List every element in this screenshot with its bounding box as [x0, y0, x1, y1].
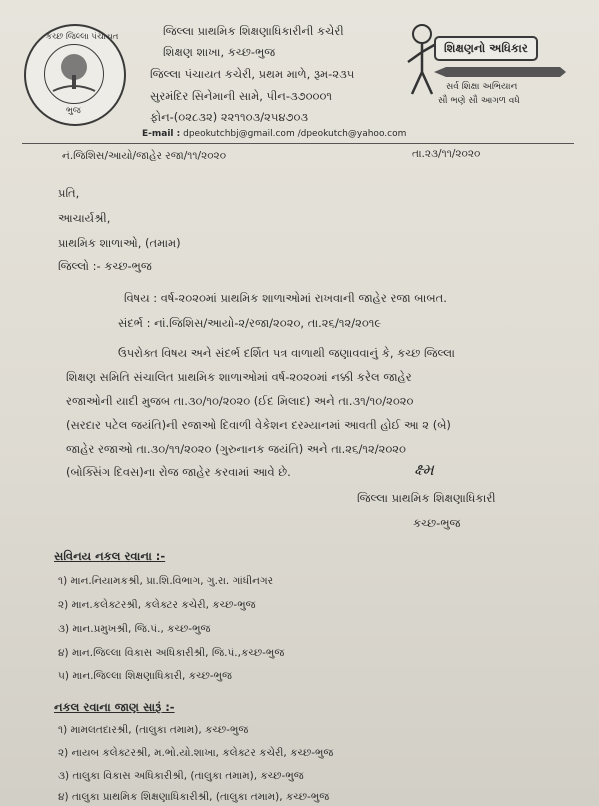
info-copy-item: ૪) તાલુકા પ્રાથમિક શિક્ષણાધિકારીશ્રી, (તાલુકા તમામ), કચ્છ-ભુજ	[58, 791, 330, 803]
body-line-3: રજાઓની યાદી મુજબ તા.૩૦/૧૦/૨૦૨૦ (ઈદ મિલાદ) અને તા.૩૧/૧૦/૨૦૨૦	[66, 394, 414, 408]
right-tagline-2: સૌ ભણે સૌ આગળ વધે	[438, 96, 520, 106]
letter-date: તા.૨૩/૧૧/૨૦૨૦	[412, 148, 481, 160]
body-line-2: શિક્ષણ સમિતિ સંચાલિત પ્રાથમિક શાળાઓમાં વર્ષ-૨૦૨૦માં નક્કી કરેલ જાહેર	[66, 370, 412, 384]
right-tagline-1: સર્વ શિક્ષા અભિયાન	[446, 82, 518, 92]
body-line-6: (બોક્સિંગ દિવસ)ના રોજ જાહેર કરવામાં આવે છે.	[66, 465, 291, 479]
emblem-top-text: કચ્છ જિલ્લા પંચાયત	[46, 32, 119, 42]
recipient-prati: પ્રતિ,	[58, 186, 80, 200]
info-copies-heading: નકલ રવાના જાણ સારૂં :-	[54, 700, 175, 714]
recipient-schools: પ્રાથમિક શાળાઓ, (તમામ)	[58, 236, 181, 250]
recipient-district: જિલ્લો :- કચ્છ-ભુજ	[58, 259, 152, 273]
info-copy-item: ૧) મામલતદારશ્રી, (તાલુકા તમામ), કચ્છ-ભુજ	[58, 724, 249, 736]
office-branch: શિક્ષણ શાખા, કચ્છ-ભુજ	[163, 45, 276, 59]
signatory-place: કચ્છ-ભુજ	[413, 516, 461, 530]
right-to-education-logo	[402, 16, 578, 114]
body-line-1: ઉપરોક્ત વિષય અને સંદર્ભ દર્શિત પત્ર વાળાથી જણાવવાનું કે, કચ્છ જિલ્લા	[118, 346, 455, 360]
office-address-line-2: સુરમંદિર સિનેમાની સામે, પીન-૩૭૦૦૦૧	[150, 89, 333, 103]
office-phone: ફોન-(૦૨૮૩૨) ૨૨૧૧૦૩/૨૫૪૭૦૩	[150, 110, 309, 124]
office-address-line-1: જિલ્લા પંચાયત કચેરી, પ્રથમ માળે, રૂમ-૨૩૫	[150, 67, 355, 81]
body-line-5: જાહેર રજાઓ તા.૩૦/૧૧/૨૦૨૦ (ગુરુનાનક જયંતિ) અને તા.૨૬/૧૨/૨૦૨૦	[66, 442, 406, 456]
right-to-education-badge: શિક્ષણનો અધિકાર	[434, 36, 538, 61]
body-line-4: (સરદાર પટેલ જયંતિ)ની રજાઓ દિવાળી વેકેશન દરમ્યાનમાં આવતી હોઈ આ ૨ (બે)	[66, 418, 451, 432]
info-copy-item: ૨) નાયબ કલેક્ટરશ્રી, મ.ભો.યો.શાખા, કલેક્ટર કચેરી, કચ્છ-ભુજ	[58, 747, 334, 759]
copy-item: ૩) માન.પ્રમુખશ્રી, જિ.પં., કચ્છ-ભુજ	[58, 623, 211, 635]
copy-item: ૨) માન.કલેક્ટરશ્રી, કલેક્ટર કચેરી, કચ્છ-ભુજ	[58, 599, 256, 611]
signatory-title: જિલ્લા પ્રાથમિક શિક્ષણાધિકારી	[357, 491, 496, 505]
reference-line: સંદર્ભ : નાં.જિશિસ/આયો-૨/રજા/૨૦૨૦, તા.૨૬/૧૨/૨૦૧૯	[118, 316, 382, 330]
header-divider	[22, 143, 574, 144]
tree-icon	[45, 45, 103, 103]
reference-number: નં.જિશિસ/આયો/જાહેર રજા/૧૧/૨૦૨૦	[62, 150, 227, 162]
info-copy-item: ૩) તાલુકા વિકાસ અધિકારીશ્રી, (તાલુકા તમામ), કચ્છ-ભુજ	[58, 770, 304, 782]
email-label: E-mail :	[142, 129, 181, 139]
emblem-bottom-text: ભુજ	[66, 106, 81, 116]
copy-item: ૧) માન.નિયામકશ્રી, પ્રા.શિ.વિભાગ, ગુ.રા. ગાંધીનગર	[58, 575, 274, 587]
subject-line: વિષય : વર્ષ-૨૦૨૦માં પ્રાથમિક શાળાઓમાં રાખવાની જાહેર રજા બાબત.	[124, 291, 447, 305]
copies-heading: સવિનય નકલ રવાના :-	[54, 549, 166, 563]
office-email: dpeokutchbj@gmail.com /dpeokutch@yahoo.com	[183, 129, 407, 139]
office-name: જિલ્લા પ્રાથમિક શિક્ષણાધિકારીની કચેરી	[163, 24, 344, 38]
recipient-principal: આચાર્યશ્રી,	[58, 211, 111, 225]
copy-item: ૪) માન.જિલ્લા વિકાસ અધિકારીશ્રી, જિ.પં.,કચ્છ-ભુજ	[58, 647, 285, 659]
copy-item: ૫) માન.જિલ્લા શિક્ષણાધિકારી, કચ્છ-ભુજ	[58, 670, 232, 682]
emblem-inner-circle	[44, 44, 104, 104]
pencil-icon	[434, 66, 566, 78]
signature: ક્ષ્મ	[414, 460, 434, 479]
child-figure-icon	[402, 22, 442, 100]
district-panchayat-emblem	[24, 24, 126, 126]
